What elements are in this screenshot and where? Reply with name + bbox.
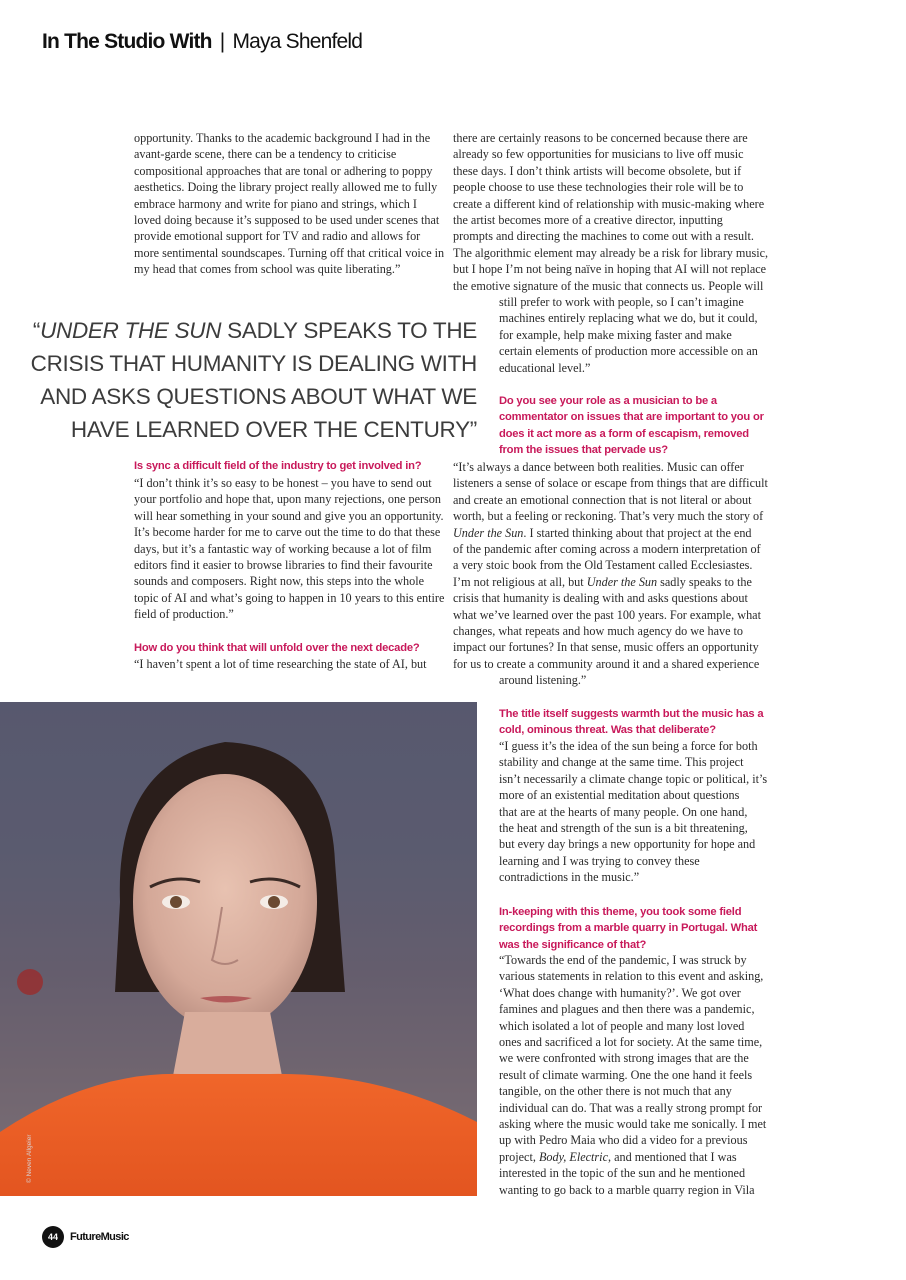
pull-quote: “UNDER THE SUN SADLY SPEAKS TO THE CRISIS THAT HUMANITY IS DEALING WITH AND ASKS QUESTIONS ABOUT WHAT WE HAVE LEARNED OVER THE CENTURY” [30, 318, 477, 442]
right-paragraph-1-indented: still prefer to work with people, so I can’t imagine machines entirely replacing what we do, but it could, for example, help make mixing faster and make certain elements of production more accessible on an educational level.” [499, 295, 758, 375]
question-heading: Is sync a difficult field of the industry to get involved in? [134, 460, 422, 472]
page-number: 44 [42, 1226, 64, 1248]
page-footer [42, 1226, 129, 1248]
pull-quote-open-mark: “ [32, 318, 41, 343]
photo-credit: © Neven Allgeier [26, 1134, 33, 1183]
right-paragraph-1: there are certainly reasons to be concerned because there are already so few opportunities for musicians to live off music these days. I don’t think artists will become obsolete, but if people choose to use these technologies their role will be to create a different kind of relationship with music-making where the artist becomes more of a creative director, inputting prompts and directing the machines to come out with a result. The algorithmic element may already be a risk for library music, but I hope I’m not being naïve in hoping that AI will not replace the emotive signature of the music that connects us. People will [453, 131, 769, 293]
answer-paragraph: “It’s always a dance between both realities. Music can offer listeners a sense of solace or escape from things that are difficult and create an emotional connection that is not literal or about worth, but a feeling or reckoning. That’s very much the story of Under the Sun. I started thinking about that project at the end of the pandemic after coming across a modern interpretation of a very stoic book from the Old Testament called Ecclesiastes. I’m not religious at all, but Under the Sun sadly speaks to the crisis that humanity is dealing with and asks questions about what we’ve learned over the past 100 years. For example, what changes, what repeats and how much agency do we have to impact our fortunes? In that sense, music offers an opportunity for us to create a community around it and a shared experience around listening.” [453, 460, 768, 688]
album-title: Under the Sun [453, 525, 524, 540]
question-heading: Do you see your role as a musician to be a commentator on issues that are important to you or does it act more as a form of escapism, removed from the issues that pervade us? [499, 395, 764, 457]
magazine-logo: FutureMusic [70, 1231, 129, 1243]
portrait-photo [0, 702, 477, 1196]
pull-quote-close-mark: ” [469, 417, 477, 442]
question-heading: In-keeping with this theme, you took some field recordings from a marble quarry in Portugal. What was the significance of that? [499, 906, 758, 951]
answer-paragraph: “I guess it’s the idea of the sun being a force for both stability and change at the same time. This project isn’t necessarily a climate change topic or political, it’s more of an existential meditation about questions that are at the hearts of many people. On one hand, the heat and strength of the sun is a bit threatening, but every day brings a new opportunity for hope and learning and I was trying to convey these contradictions in the music.” [499, 739, 768, 885]
subject-name: Maya Shenfeld [232, 30, 363, 53]
answer-paragraph: “I don’t think it’s so easy to be honest – you have to send out your portfolio and hope that, upon many rejections, one person will hear something in your sound and give you an opportunity. It’s become harder for me to carve out the time to do that these days, but it’s a fantastic way of working because a lot of film editors find it easier to browse libraries to find their favourite sounds and composers. Right now, this steps into the whole topic of AI and what’s going to happen in 10 years to this entire field of production.” [134, 476, 445, 622]
answer-paragraph: “Towards the end of the pandemic, I was struck by various statements in relation to this event and asking, ‘What does change with humanity?’. We got over famines and plagues and then there was a pandemic, which isolated a lot of people and many lost loved ones and sacrificed a lot for society. At the same time, we were confronted with strong images that are the result of climate warming. One the one hand it feels tangible, on the other there is not much that any individual can do. That was a really strong prompt for asking where the music would take me sonically. I met up with Pedro Maia who did a video for a previous project, Body, Electric, and mentioned that I was interested in the topic of the sun and he mentioned wanting to go back to a marble quarry region in Vila [499, 953, 767, 1197]
header-separator: | [219, 30, 225, 53]
video-title: Body, Electric [538, 1149, 608, 1164]
portrait-illustration [0, 702, 477, 1196]
question-heading: How do you think that will unfold over the next decade? [134, 642, 420, 654]
album-title: Under the Sun [586, 574, 658, 589]
answer-paragraph: “I haven’t spent a lot of time researching the state of AI, but [134, 657, 427, 671]
pull-quote-album-title: UNDER THE SUN [40, 318, 222, 343]
question-heading: The title itself suggests warmth but the music has a cold, ominous threat. Was that deliberate? [499, 708, 764, 737]
section-title: In The Studio With [42, 30, 212, 53]
running-header [42, 30, 362, 54]
left-paragraph-1: opportunity. Thanks to the academic background I had in the avant-garde scene, there can be a tendency to criticise compositional approaches that are tonal or adhering to poppy aesthetics. Doing the library project really allowed me to fully embrace harmony and write for piano and strings, which I loved doing because it’s supposed to be used under scenes that provide emotional support for TV and radio and allows for more sentimental soundscapes. Turning off that critical voice in my head that comes from school was quite liberating.” [134, 131, 445, 277]
